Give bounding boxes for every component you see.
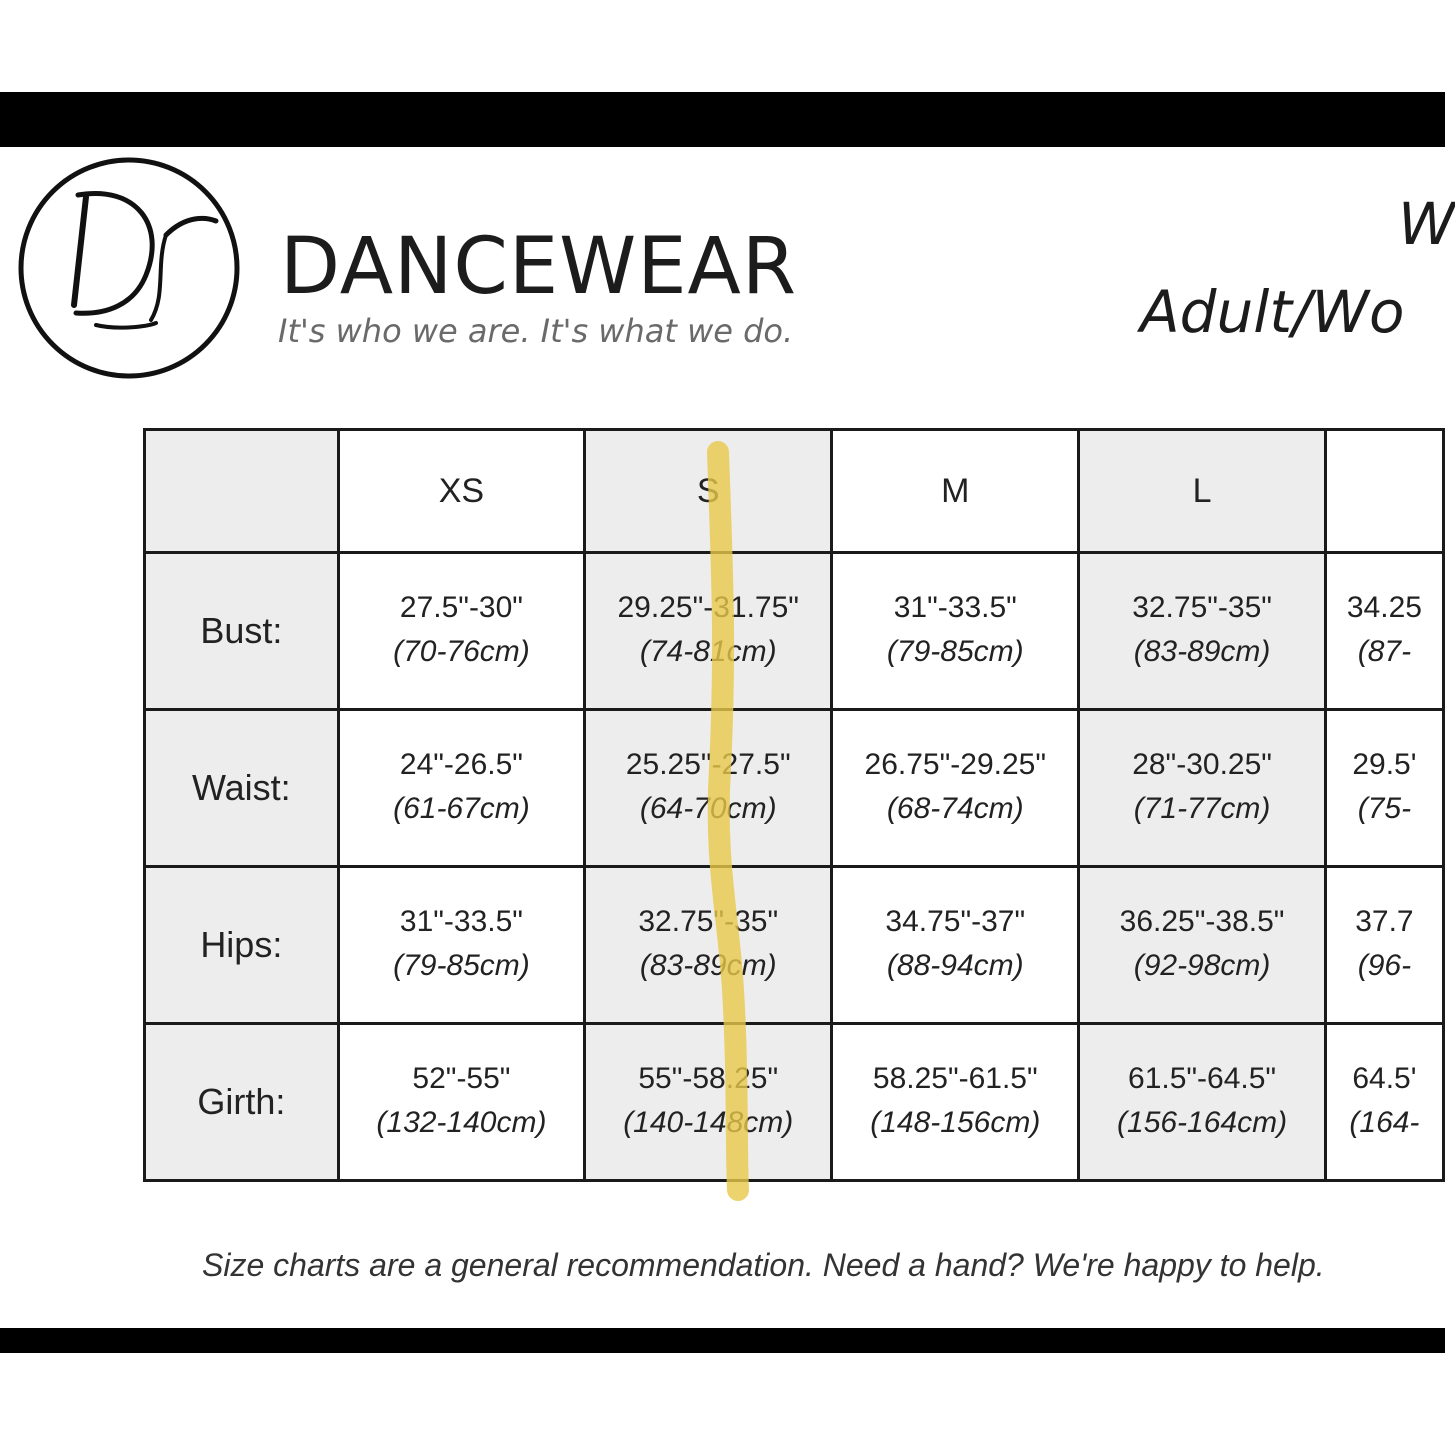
table-row-hips [145,867,1444,1024]
size-label: S [696,471,720,510]
inch-range: 34.25 [1346,591,1422,624]
inch-range: 24"-26.5" [399,748,523,781]
inch-range: 29.25"-31.75" [617,591,799,624]
table-header-row [145,430,1444,553]
inch-range: 55"-58.25" [638,1062,779,1095]
cm-range: (156-164cm) [1117,1106,1288,1139]
table-cell [338,1024,585,1181]
size-header-s [585,430,832,553]
inch-range: 26.75"-29.25" [864,748,1046,781]
row-label: Bust: [145,553,339,710]
cm-range: (74-81cm) [639,635,777,668]
bottom-black-bar [0,1328,1445,1353]
cm-range: (75- [1357,792,1412,825]
table-cell [1079,553,1326,710]
cm-range: (132-140cm) [376,1106,547,1139]
size-label: M [941,471,970,510]
table-cell [585,553,832,710]
cm-range: (64-70cm) [639,792,777,825]
brand-tagline: It's who we are. It's what we do. [278,312,794,350]
table-cell [338,867,585,1024]
brand-name: DANCEWEAR [280,222,798,312]
cm-range: (79-85cm) [393,949,530,982]
chart-heading-line1: W [1398,190,1455,258]
size-label: XS [438,471,485,510]
table-row-bust [145,553,1444,710]
cm-range: (148-156cm) [870,1106,1041,1139]
table-cell [1079,1024,1326,1181]
inch-range: 36.25"-38.5" [1119,905,1285,938]
cm-range: (79-85cm) [886,635,1024,668]
inch-range: 31"-33.5" [893,591,1017,624]
cm-range: (87- [1357,635,1412,668]
inch-range: 32.75"-35" [1132,591,1272,624]
table-cell [585,710,832,867]
inch-range: 58.25"-61.5" [872,1062,1038,1095]
inch-range: 31"-33.5" [399,905,523,938]
cm-range: (140-148cm) [623,1106,794,1139]
size-header-xs [338,430,585,553]
inch-range: 27.5"-30" [399,591,523,624]
cm-range: (92-98cm) [1133,949,1271,982]
table-cell [338,553,585,710]
size-header-xl-partial [1325,430,1443,553]
top-black-bar [0,92,1445,147]
inch-range: 28"-30.25" [1132,748,1272,781]
cm-range: (71-77cm) [1133,792,1271,825]
inch-range: 34.75"-37" [885,905,1026,938]
table-cell [832,553,1079,710]
table-cell [585,867,832,1024]
size-chart-table [143,428,1445,1182]
inch-range: 32.75"-35" [638,905,779,938]
table-cell [832,867,1079,1024]
cm-range: (83-89cm) [639,949,777,982]
table-row-waist [145,710,1444,867]
table-cell [1325,710,1443,867]
table-cell [832,1024,1079,1181]
inch-range: 61.5"-64.5" [1128,1062,1277,1095]
inch-range: 29.5' [1352,748,1417,781]
table-cell [1325,1024,1443,1181]
dancewear-logo-icon [16,155,242,381]
table-cell [832,710,1079,867]
cm-range: (83-89cm) [1133,635,1271,668]
size-header-m [832,430,1079,553]
cm-range: (70-76cm) [393,635,530,668]
inch-range: 64.5' [1352,1062,1417,1095]
inch-range: 25.25"-27.5" [625,748,791,781]
row-label: Girth: [145,1024,339,1181]
table-cell [1079,867,1326,1024]
table-row-girth [145,1024,1444,1181]
row-label: Waist: [145,710,339,867]
footnote: Size charts are a general recommendation. Need a hand? We're happy to help. [202,1247,1325,1283]
size-label: L [1192,471,1212,510]
cm-range: (164- [1349,1106,1420,1139]
size-header-l [1079,430,1326,553]
table-cell [338,710,585,867]
row-label: Hips: [145,867,339,1024]
table-cell [1079,710,1326,867]
cm-range: (61-67cm) [393,792,530,825]
chart-heading-line2: Adult/Wo [1140,278,1405,346]
cm-range: (88-94cm) [886,949,1024,982]
table-cell [585,1024,832,1181]
cm-range: (68-74cm) [886,792,1024,825]
cm-range: (96- [1357,949,1412,982]
table-cell [1325,553,1443,710]
inch-range: 37.7 [1355,905,1414,938]
table-corner-cell [145,430,339,553]
inch-range: 52"-55" [412,1062,511,1095]
table-cell [1325,867,1443,1024]
